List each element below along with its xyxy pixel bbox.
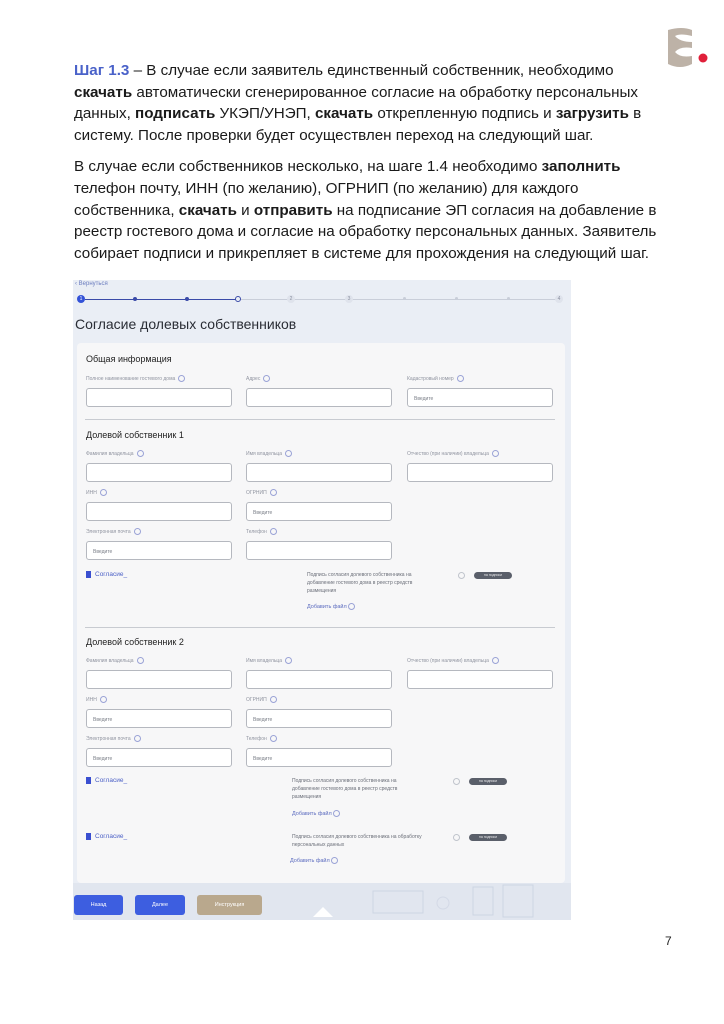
info-icon[interactable] <box>270 696 277 703</box>
status-badge: на подписи <box>469 778 507 785</box>
info-icon[interactable] <box>331 857 338 864</box>
back-button[interactable]: Назад <box>74 895 123 915</box>
label-text: Электронная почта <box>86 735 131 742</box>
stepper-line-done <box>85 299 237 300</box>
label-text: Кадастровый номер <box>407 375 454 382</box>
label-text: ИНН <box>86 489 97 496</box>
info-icon[interactable] <box>348 603 355 610</box>
owner1-patronymic-input[interactable] <box>407 463 553 482</box>
paragraph-step-1-3 <box>74 60 674 146</box>
substep-dot <box>403 297 406 300</box>
next-button[interactable]: Далее <box>135 895 185 915</box>
info-icon[interactable] <box>100 489 107 496</box>
label-text: ОГРНИП <box>246 696 267 703</box>
divider <box>85 627 555 628</box>
text-run: автоматически сгенерированное согласие на обработку персональных данных, <box>74 83 639 123</box>
divider <box>85 419 555 420</box>
cadastral-number-input[interactable]: Введите <box>407 388 553 407</box>
owner2-last-name-input[interactable] <box>86 670 232 689</box>
info-icon[interactable] <box>134 735 141 742</box>
info-icon[interactable] <box>270 489 277 496</box>
page-title: Согласие долевых собственников <box>75 316 297 332</box>
owner1-phone-input[interactable] <box>246 541 392 560</box>
text-run: в систему. После проверки будет осуществлен переход на следующий шаг. <box>74 105 642 144</box>
owner1-email-input[interactable]: Введите <box>86 541 232 560</box>
label-text: Полное наименование гостевого дома <box>86 375 176 382</box>
field-label <box>246 489 277 496</box>
info-icon[interactable] <box>270 735 277 742</box>
info-icon[interactable] <box>285 450 292 457</box>
label-text: ИНН <box>86 696 97 703</box>
field-label <box>246 375 270 382</box>
guesthouse-name-input[interactable] <box>86 388 232 407</box>
bold-run: скачать <box>314 105 374 123</box>
logo-dot-icon <box>699 54 708 63</box>
field-label <box>407 657 499 664</box>
bold-run: заполнить <box>541 158 621 176</box>
paragraph-multiple-owners <box>74 156 674 264</box>
owner2-email-input[interactable]: Введите <box>86 748 232 767</box>
field-label <box>246 450 292 457</box>
status-badge: на подписи <box>469 834 507 841</box>
consent-download-link[interactable] <box>86 571 127 578</box>
document-icon <box>86 571 91 578</box>
step-1[interactable]: 1 <box>77 295 85 303</box>
document-icon <box>86 777 91 784</box>
owner1-inn-input[interactable] <box>86 502 232 521</box>
owner2-inn-input[interactable]: Введите <box>86 709 232 728</box>
embedded-screenshot <box>73 280 571 920</box>
substep-current <box>235 296 241 302</box>
owner1-first-name-input[interactable] <box>246 463 392 482</box>
info-icon[interactable] <box>178 375 185 382</box>
field-label <box>86 450 144 457</box>
field-label <box>86 375 185 382</box>
substep-dot <box>507 297 510 300</box>
add-file-link[interactable] <box>307 603 355 610</box>
info-icon[interactable] <box>333 810 340 817</box>
text-run: – В случае если заявитель единственный собственник, необходимо <box>129 62 614 79</box>
info-icon[interactable] <box>270 528 277 535</box>
text-run: УКЭП/УНЭП, <box>215 105 315 123</box>
add-file-text: Добавить файл <box>307 603 347 610</box>
stepper-line-pending <box>237 299 559 300</box>
link-text: Согласие_ <box>95 833 128 841</box>
document-icon <box>86 833 91 840</box>
label-text: Телефон <box>246 528 267 535</box>
text-run: телефон почту, ИНН (по желанию), ОГРНИП (по желанию) для каждого собственника, <box>74 179 579 219</box>
info-icon[interactable] <box>134 528 141 535</box>
info-icon[interactable] <box>137 450 144 457</box>
back-link[interactable]: ‹ Вернуться <box>75 281 108 287</box>
label-text: Телефон <box>246 735 267 742</box>
field-label <box>246 735 277 742</box>
owner1-ogrnip-input[interactable]: Введите <box>246 502 392 521</box>
field-label <box>407 450 499 457</box>
owner1-last-name-input[interactable] <box>86 463 232 482</box>
field-label <box>407 375 464 382</box>
substep-dot <box>185 297 189 301</box>
add-file-link[interactable] <box>292 810 340 817</box>
field-label <box>86 735 141 742</box>
info-icon[interactable] <box>137 657 144 664</box>
page-number: 7 <box>665 934 672 948</box>
owner2-first-name-input[interactable] <box>246 670 392 689</box>
step-label: Шаг 1.3 <box>74 62 130 79</box>
address-input[interactable] <box>246 388 392 407</box>
signature-label: Подпись согласия долевого собственника на добавление гостевого дома в реестр средств размещения <box>307 572 413 594</box>
form-card <box>77 343 565 883</box>
label-text: ОГРНИП <box>246 489 267 496</box>
owner2-patronymic-input[interactable] <box>407 670 553 689</box>
label-text: Фамилия владельца <box>86 657 134 664</box>
field-label <box>246 528 277 535</box>
add-file-link[interactable] <box>290 857 338 864</box>
signature-label: Подпись согласия долевого собственника на добавление гостевого дома в реестр средств размещения <box>292 778 398 800</box>
label-text: Отчество (при наличии) владельца <box>407 450 489 457</box>
field-label <box>246 657 292 664</box>
back-link-label: Вернуться <box>78 281 108 287</box>
field-label <box>86 489 107 496</box>
info-icon[interactable] <box>285 657 292 664</box>
progress-stepper <box>77 293 561 305</box>
text-run: и <box>236 201 254 219</box>
link-text: Согласие_ <box>95 777 128 785</box>
info-icon[interactable] <box>492 450 499 457</box>
bold-run: скачать <box>178 201 237 219</box>
label-text: Имя владельца <box>246 450 283 457</box>
instruction-button[interactable]: Инструкция <box>197 895 262 915</box>
info-icon[interactable] <box>100 696 107 703</box>
info-icon[interactable] <box>457 375 464 382</box>
add-file-text: Добавить файл <box>290 857 330 864</box>
owner2-phone-input[interactable]: Введите <box>246 748 392 767</box>
substep-dot <box>455 297 458 300</box>
text-run: открепленную подпись и <box>373 105 556 123</box>
label-text: Электронная почта <box>86 528 131 535</box>
step-4[interactable]: 4 <box>555 295 563 303</box>
consent-download-link[interactable] <box>86 777 127 784</box>
step-3[interactable]: 3 <box>345 295 353 303</box>
bold-run: подписать <box>135 105 216 123</box>
label-text: Фамилия владельца <box>86 450 134 457</box>
field-label <box>86 657 144 664</box>
bold-run: загрузить <box>555 105 629 123</box>
bold-run: скачать <box>74 83 133 101</box>
consent-download-link[interactable] <box>86 833 127 840</box>
status-badge: на подписи <box>474 572 512 579</box>
field-label <box>86 696 107 703</box>
field-label <box>86 528 141 535</box>
info-icon[interactable] <box>458 572 465 579</box>
text-run: В случае если собственников несколько, на шаге 1.4 необходимо <box>74 158 542 176</box>
link-text: Согласие_ <box>95 571 128 579</box>
label-text: Имя владельца <box>246 657 283 664</box>
label-text: Адрес <box>246 375 261 382</box>
section-title-general: Общая информация <box>86 354 172 364</box>
field-label <box>246 696 277 703</box>
add-file-text: Добавить файл <box>292 810 332 817</box>
section-title-owner-2: Долевой собственник 2 <box>86 637 184 647</box>
step-2[interactable]: 2 <box>287 295 295 303</box>
bold-run: отправить <box>253 201 333 219</box>
section-title-owner-1: Долевой собственник 1 <box>86 430 184 440</box>
info-icon[interactable] <box>263 375 270 382</box>
instruction-text <box>74 60 674 274</box>
substep-dot <box>133 297 137 301</box>
owner2-ogrnip-input[interactable]: Введите <box>246 709 392 728</box>
info-icon[interactable] <box>453 834 460 841</box>
info-icon[interactable] <box>492 657 499 664</box>
signature-label: Подпись согласия долевого собственника на обработку персональных данных <box>292 834 422 848</box>
info-icon[interactable] <box>453 778 460 785</box>
text-run: на подписание ЭП согласия на добавление в реестр гостевого дома и согласие на обработку персональных данных. Заявитель собирает подписи и прикрепляет в системе для прохождения на следующий шаг. <box>74 201 657 262</box>
label-text: Отчество (при наличии) владельца <box>407 657 489 664</box>
